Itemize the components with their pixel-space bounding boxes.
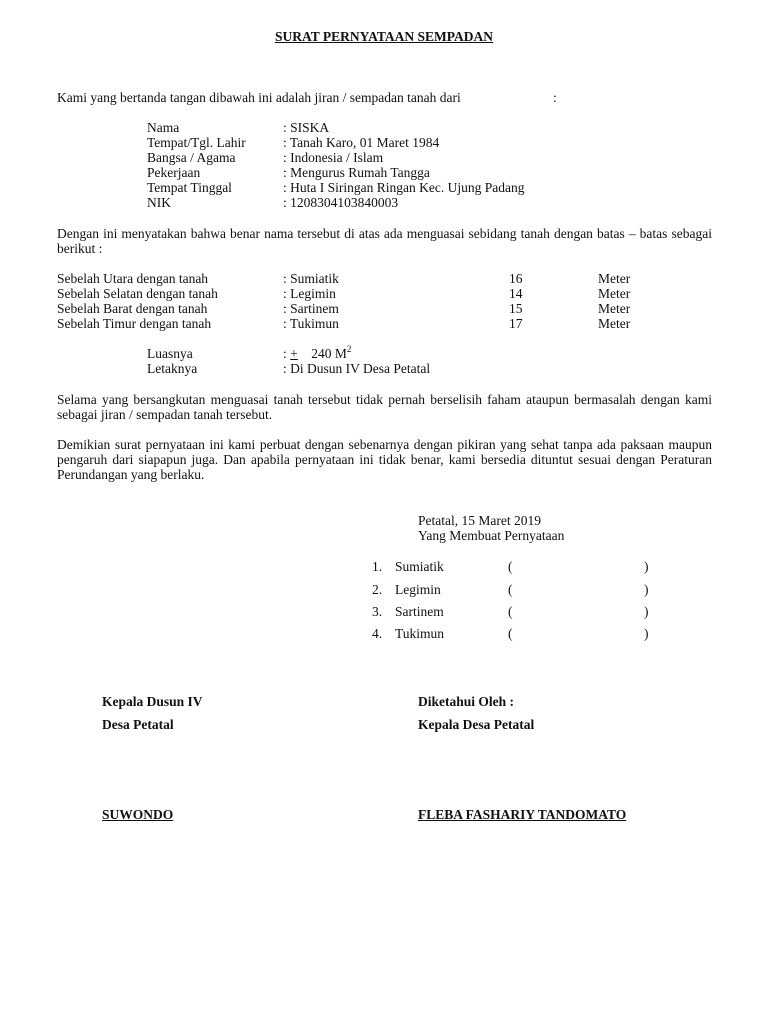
signature-close: ) xyxy=(644,559,649,574)
identity-value: : Indonesia / Islam xyxy=(283,150,384,165)
area-number: 240 M xyxy=(311,346,347,361)
signer-number: 3. xyxy=(372,604,383,619)
boundary-unit: Meter xyxy=(598,316,631,331)
boundary-unit: Meter xyxy=(598,286,631,301)
signature-open: ( xyxy=(508,559,513,574)
boundary-name: : Legimin xyxy=(283,286,336,301)
identity-value: : SISKA xyxy=(283,120,330,135)
location-value: : Di Dusun IV Desa Petatal xyxy=(283,361,431,376)
signer-number: 2. xyxy=(372,582,383,597)
boundary-name: : Sartinem xyxy=(283,301,339,316)
signature-close: ) xyxy=(644,626,649,641)
boundary-length: 16 xyxy=(509,271,523,286)
boundary-name: : Tukimun xyxy=(283,316,339,331)
intro-text: Kami yang bertanda tangan dibawah ini adalah jiran / sempadan tanah dari xyxy=(57,90,461,105)
right-signer-name: FLEBA FASHARIY TANDOMATO xyxy=(418,807,627,822)
signature-open: ( xyxy=(508,604,513,619)
identity-label: Tempat Tinggal xyxy=(147,180,232,195)
signer-number: 4. xyxy=(372,626,383,641)
signer-name: Sumiatik xyxy=(395,559,444,574)
document-title: SURAT PERNYATAAN SEMPADAN xyxy=(274,29,494,44)
signer-name: Sartinem xyxy=(395,604,444,619)
boundary-unit: Meter xyxy=(598,271,631,286)
area-superscript: 2 xyxy=(346,343,352,354)
maker-label: Yang Membuat Pernyataan xyxy=(418,528,565,543)
identity-label: Pekerjaan xyxy=(147,165,201,180)
boundary-label: Sebelah Barat dengan tanah xyxy=(57,301,208,316)
boundary-length: 14 xyxy=(509,286,523,301)
left-block-subtitle: Desa Petatal xyxy=(102,717,174,732)
signer-name: Legimin xyxy=(395,582,441,597)
intro-colon: : xyxy=(553,90,557,105)
boundary-length: 17 xyxy=(509,316,523,331)
paragraph-closing: Demikian surat pernyataan ini kami perbuat dengan sebenarnya dengan pikiran yang sehat tanpa ada paksaan maupun pengaruh dari siapapun juga. Dan apabila pernyataan ini tidak benar, kami bersedia dituntut sesuai dengan Peraturan Perundangan yang berlaku. xyxy=(57,437,712,482)
area-colon: : xyxy=(283,346,287,361)
signer-name: Tukimun xyxy=(395,626,445,641)
identity-label: Bangsa / Agama xyxy=(147,150,236,165)
left-signer-name: SUWONDO xyxy=(102,807,174,822)
signature-open: ( xyxy=(508,626,513,641)
boundary-label: Sebelah Utara dengan tanah xyxy=(57,271,209,286)
identity-label: Tempat/Tgl. Lahir xyxy=(147,135,246,150)
left-block-title: Kepala Dusun IV xyxy=(102,694,203,709)
identity-value: : 1208304103840003 xyxy=(283,195,399,210)
identity-value: : Huta I Siringan Ringan Kec. Ujung Padang xyxy=(283,180,525,195)
plus-minus-symbol: + xyxy=(290,346,298,361)
identity-label: NIK xyxy=(147,195,171,210)
right-block-subtitle: Kepala Desa Petatal xyxy=(418,717,535,732)
signature-open: ( xyxy=(508,582,513,597)
identity-value: : Mengurus Rumah Tangga xyxy=(283,165,430,180)
right-block-title: Diketahui Oleh : xyxy=(418,694,515,709)
boundary-length: 15 xyxy=(509,301,523,316)
signature-close: ) xyxy=(644,604,649,619)
paragraph-possession: Selama yang bersangkutan menguasai tanah tersebut tidak pernah berselisih faham ataupun bermasalah dengan kami sebagai jiran / sempadan tanah tersebut. xyxy=(57,392,712,422)
signature-close: ) xyxy=(644,582,649,597)
area-label: Luasnya xyxy=(147,346,193,361)
statement-paragraph: Dengan ini menyatakan bahwa benar nama tersebut di atas ada menguasai sebidang tanah dengan batas – batas sebagai berikut : xyxy=(57,226,712,256)
boundary-label: Sebelah Timur dengan tanah xyxy=(57,316,212,331)
boundary-name: : Sumiatik xyxy=(283,271,339,286)
identity-value: : Tanah Karo, 01 Maret 1984 xyxy=(283,135,440,150)
signer-number: 1. xyxy=(372,559,383,574)
area-value xyxy=(283,343,352,361)
place-date: Petatal, 15 Maret 2019 xyxy=(418,513,541,528)
boundary-label: Sebelah Selatan dengan tanah xyxy=(57,286,218,301)
location-label: Letaknya xyxy=(147,361,198,376)
boundary-unit: Meter xyxy=(598,301,631,316)
identity-label: Nama xyxy=(147,120,180,135)
